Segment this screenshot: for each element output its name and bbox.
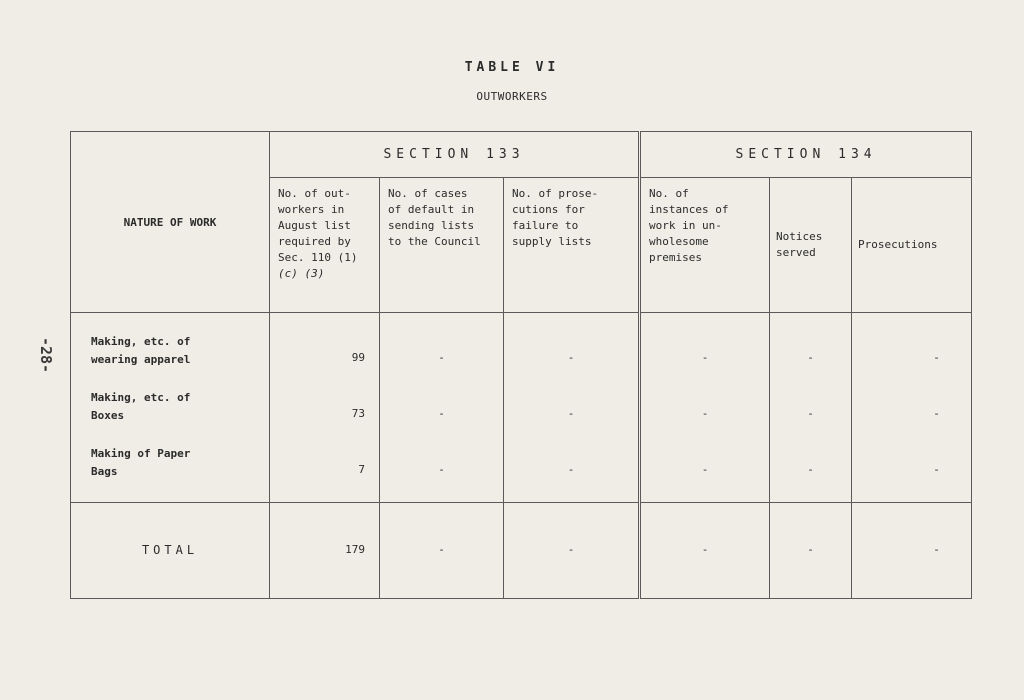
unwholesome-premises-header	[640, 178, 770, 313]
notices-value: -	[807, 351, 814, 364]
notices-value: -	[807, 407, 814, 420]
unwholesome-header-line: instances of	[649, 203, 729, 216]
prosecutions-133-cell	[504, 313, 640, 503]
unwholesome-value: -	[701, 463, 709, 476]
outworkers-value: 73	[351, 407, 365, 420]
prosecutions-133-value: -	[567, 407, 575, 420]
unwholesome-premises-cell	[640, 313, 770, 503]
default-value: -	[438, 463, 445, 476]
total-outworkers-value: 179	[345, 543, 365, 556]
outworkers-value: 7	[358, 463, 365, 476]
prosecutions-133-header-line: cutions for	[512, 203, 585, 216]
nature-of-work-cell	[71, 313, 270, 503]
prosecutions-134-value: -	[933, 351, 940, 364]
default-header-line: of default in	[388, 203, 475, 216]
prosecutions-133-header-line: No. of prose-	[512, 187, 599, 200]
work-item-line: Making, etc. of	[91, 335, 191, 348]
prosecutions-134-value: -	[933, 407, 940, 420]
outworkers-header-line: required by	[278, 235, 351, 248]
total-label-cell	[71, 503, 270, 599]
section-134-header: SECTION 134	[640, 132, 972, 178]
outworkers-cell	[270, 313, 380, 503]
total-unwholesome-cell	[640, 503, 770, 599]
unwholesome-header-line: wholesome	[649, 235, 709, 248]
unwholesome-value: -	[701, 351, 709, 364]
default-header-line: sending lists	[388, 219, 475, 232]
outworkers-header-line: workers in	[278, 203, 345, 216]
outworkers-header-line: August list	[278, 219, 351, 232]
prosecutions-134-cell	[852, 313, 972, 503]
prosecutions-134-label: Prosecutions	[858, 238, 938, 251]
total-notices-value: -	[807, 543, 814, 556]
work-item-line: wearing apparel	[91, 353, 191, 366]
work-item-apparel	[91, 333, 190, 369]
default-header-line: to the Council	[388, 235, 481, 248]
notices-served-cell	[770, 313, 852, 503]
outworkers-header-line: Sec. 110 (1)	[278, 251, 358, 264]
unwholesome-header-line: premises	[649, 251, 703, 264]
outworkers-header-line: (c) (3)	[278, 267, 325, 280]
total-outworkers-cell	[270, 503, 380, 599]
default-header-line: No. of cases	[388, 187, 468, 200]
prosecutions-134-header	[852, 178, 972, 313]
work-item-paper-bags	[91, 445, 190, 481]
total-notices-cell	[770, 503, 852, 599]
prosecutions-133-value: -	[567, 351, 575, 364]
unwholesome-header-line: work in un-	[649, 219, 722, 232]
unwholesome-value: -	[701, 407, 709, 420]
notices-header-line: served	[776, 246, 816, 259]
page-number: -28-	[37, 336, 56, 374]
total-default-value: -	[438, 543, 445, 556]
outworkers-value: 99	[351, 351, 365, 364]
total-prosecutions-133-cell	[504, 503, 640, 599]
work-item-line: Boxes	[91, 409, 125, 422]
notices-value: -	[807, 463, 814, 476]
total-default-cell	[380, 503, 504, 599]
prosecutions-134-value: -	[933, 463, 940, 476]
outworkers-header	[270, 178, 380, 313]
notices-header-line: Notices	[776, 230, 823, 243]
total-prosecutions-133-value: -	[567, 543, 575, 556]
total-prosecutions-134-cell	[852, 503, 972, 599]
total-unwholesome-value: -	[701, 543, 709, 556]
work-item-line: Making of Paper	[91, 447, 191, 460]
default-cases-cell	[380, 313, 504, 503]
nature-of-work-label: NATURE OF WORK	[123, 215, 217, 229]
work-item-line: Making, etc. of	[91, 391, 191, 404]
total-label: TOTAL	[141, 543, 199, 557]
default-value: -	[438, 407, 445, 420]
work-item-boxes	[91, 389, 190, 425]
table-subtitle: OUTWORKERS	[476, 90, 548, 103]
prosecutions-133-header	[504, 178, 640, 313]
outworkers-table	[70, 131, 972, 599]
section-133-header: SECTION 133	[270, 132, 640, 178]
default-value: -	[438, 351, 445, 364]
prosecutions-133-header-line: failure to	[512, 219, 579, 232]
work-item-line: Bags	[91, 465, 118, 478]
prosecutions-133-header-line: supply lists	[512, 235, 592, 248]
total-prosecutions-134-value: -	[933, 543, 940, 556]
prosecutions-133-value: -	[567, 463, 575, 476]
outworkers-header-line: No. of out-	[278, 187, 351, 200]
unwholesome-header-line: No. of	[649, 187, 689, 200]
table-title: TABLE VI	[464, 60, 560, 75]
notices-served-header	[770, 178, 852, 313]
nature-of-work-header	[71, 132, 270, 313]
default-cases-header	[380, 178, 504, 313]
